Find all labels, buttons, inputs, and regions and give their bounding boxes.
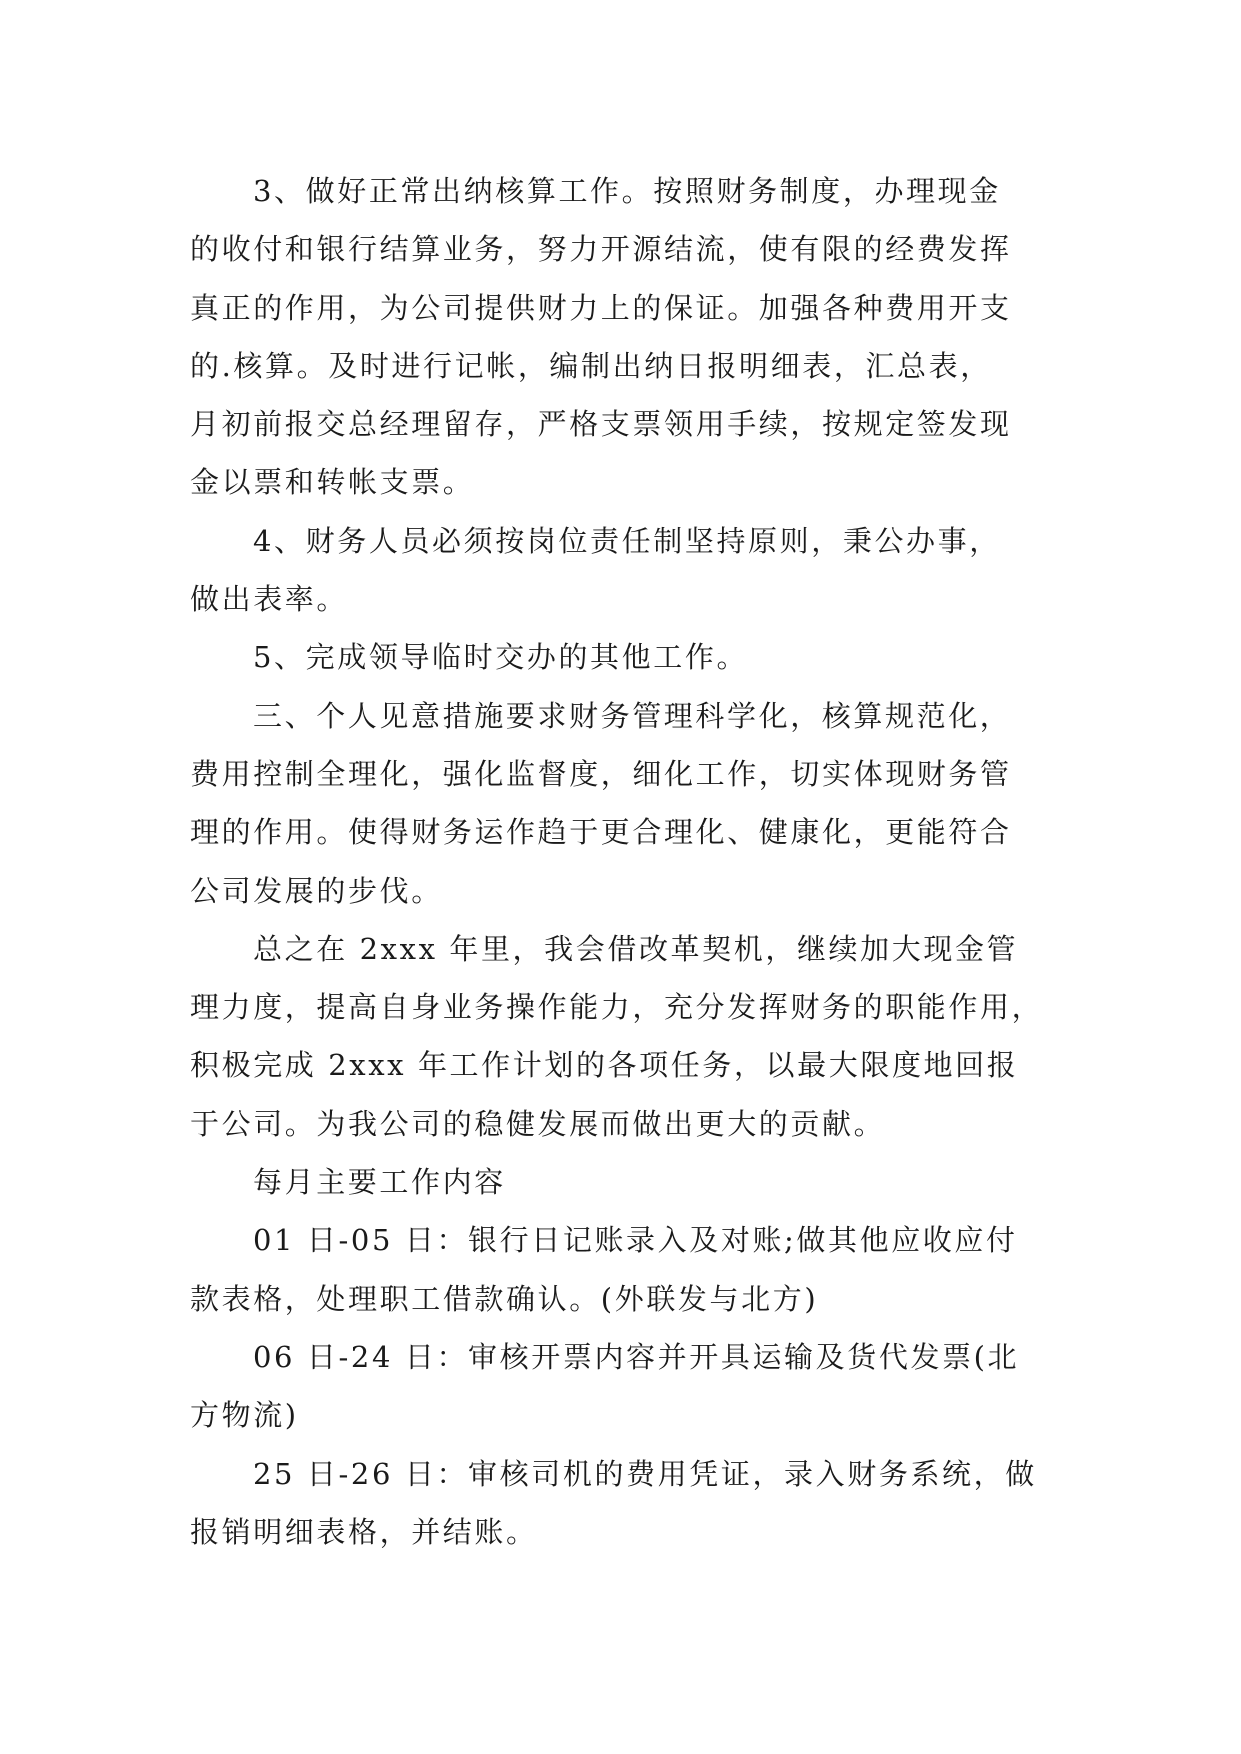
text-line: 4、财务人员必须按岗位责任制坚持原则，秉公办事， [253, 523, 1001, 558]
text-line: 理的作用。使得财务运作趋于更合理化、健康化，更能符合 [190, 815, 1012, 850]
text-line: 的.核算。及时进行记帐，编制出纳日报明细表，汇总表， [190, 348, 992, 383]
schedule-item-day-06-24 [190, 1328, 1055, 1445]
text-line: 公司发展的步伐。 [190, 873, 443, 908]
paragraph-personal-suggestions [190, 687, 1055, 920]
text-line: 理力度，提高自身业务操作能力，充分发挥财务的职能作用， [190, 990, 1044, 1025]
text-line: 3、做好正常出纳核算工作。按照财务制度，办理现金 [253, 174, 1001, 208]
section-heading-monthly-work [190, 1153, 1055, 1211]
text-line: 真正的作用，为公司提供财力上的保证。加强各种费用开支 [190, 290, 1012, 325]
text-line: 金以票和转帐支票。 [190, 465, 475, 500]
paragraph-cashier-accounting [190, 162, 1055, 512]
text-line: 费用控制全理化，强化监督度，细化工作，切实体现财务管 [190, 756, 1012, 791]
text-line: 月初前报交总经理留存，严格支票领用手续，按规定签发现 [190, 407, 1012, 442]
text-line: 5、完成领导临时交办的其他工作。 [253, 640, 749, 675]
paragraph-other-tasks [190, 628, 1055, 686]
text-line: 总之在 2xxx 年里，我会借改革契机，继续加大现金管 [253, 931, 1019, 966]
text-line: 款表格，处理职工借款确认。(外联发与北方) [190, 1281, 819, 1316]
text-line: 每月主要工作内容 [253, 1165, 506, 1200]
text-line: 01 日-05 日：银行日记账录入及对账;做其他应收应付 [253, 1223, 1018, 1258]
text-line: 报销明细表格，并结账。 [190, 1514, 538, 1549]
text-line: 方物流) [190, 1398, 299, 1433]
text-line: 做出表率。 [190, 582, 349, 617]
text-line: 积极完成 2xxx 年工作计划的各项任务，以最大限度地回报 [190, 1048, 1019, 1083]
text-line: 的收付和银行结算业务，努力开源结流，使有限的经费发挥 [190, 232, 1012, 267]
paragraph-staff-principles [190, 512, 1055, 629]
schedule-item-day-25-26 [190, 1445, 1055, 1562]
document-body [190, 162, 1055, 1561]
text-line: 06 日-24 日：审核开票内容并开具运输及货代发票(北 [253, 1339, 1020, 1374]
text-line: 于公司。为我公司的稳健发展而做出更大的贡献。 [190, 1106, 886, 1141]
paragraph-summary [190, 920, 1055, 1153]
text-line: 25 日-26 日：审核司机的费用凭证，录入财务系统，做 [253, 1456, 1037, 1491]
schedule-item-day-01-05 [190, 1211, 1055, 1328]
text-line: 三、个人见意措施要求财务管理科学化，核算规范化， [253, 698, 1012, 733]
